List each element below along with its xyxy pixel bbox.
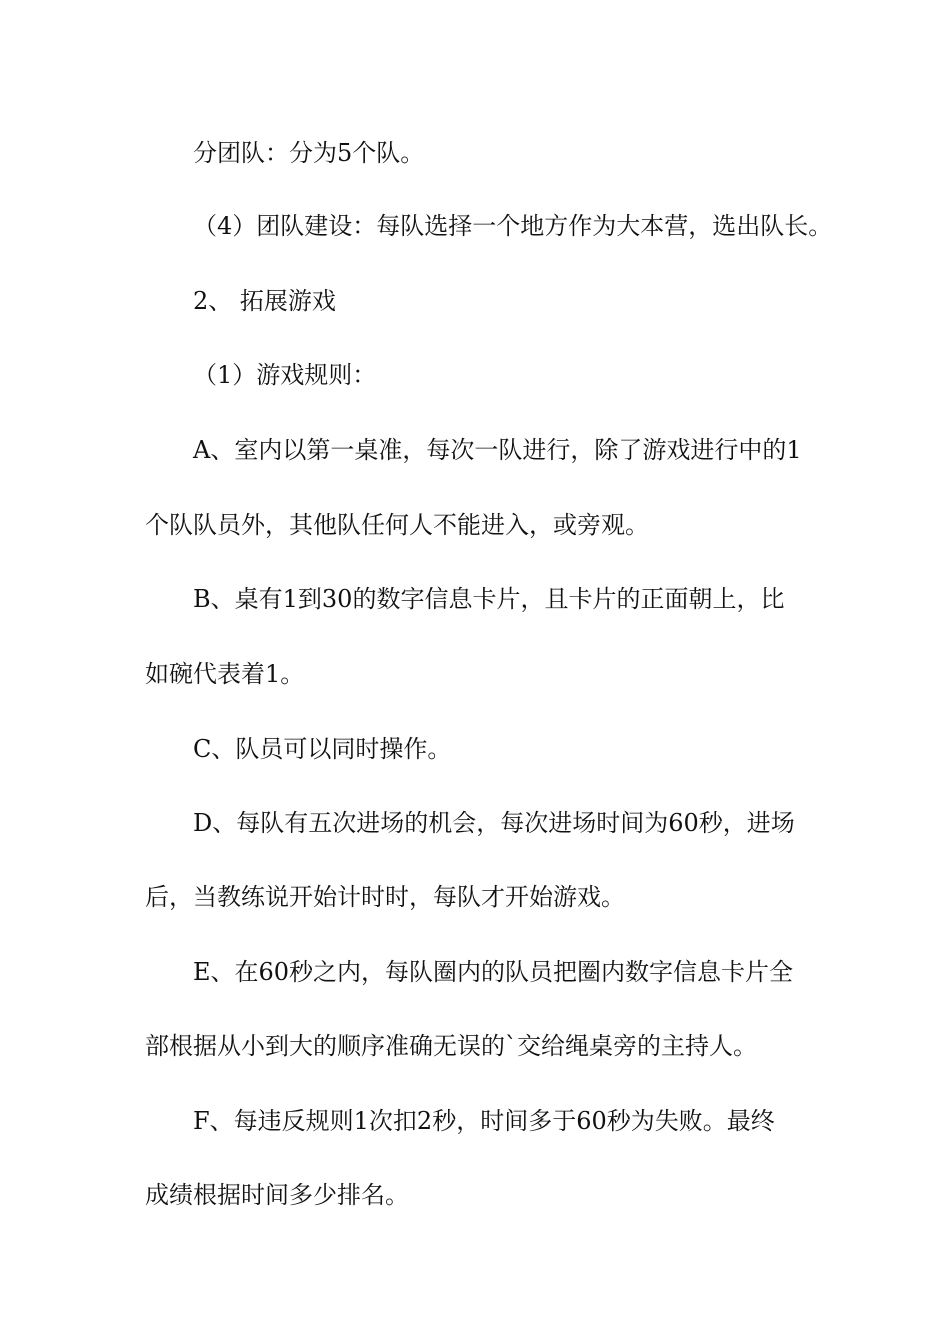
rule-c-line: C、队员可以同时操作。 [193, 735, 452, 763]
rule-f-line-2: 成绩根据时间多少排名。 [145, 1181, 409, 1209]
rule-b-line-2: 如碗代表着1。 [145, 660, 305, 688]
rule-a-line-2: 个队队员外，其他队任何人不能进入，或旁观。 [145, 511, 649, 539]
section-heading-expansion-game: 2、 拓展游戏 [193, 287, 336, 315]
rule-e-line-2: 部根据从小到大的顺序准确无误的`交给绳桌旁的主持人。 [145, 1032, 757, 1060]
subheading-game-rules: （1）游戏规则： [193, 361, 377, 389]
rule-d-line-1: D、每队有五次进场的机会，每次进场时间为60秒，进场 [193, 809, 795, 837]
text-line-team-building: （4）团队建设：每队选择一个地方作为大本营，选出队长。 [193, 212, 833, 240]
rule-f-line-1: F、每违反规则1次扣2秒，时间多于60秒为失败。最终 [193, 1107, 775, 1135]
rule-a-line-1: A、室内以第一桌准，每次一队进行，除了游戏进行中的1 [193, 436, 802, 464]
rule-b-line-1: B、桌有1到30的数字信息卡片，且卡片的正面朝上，比 [193, 585, 785, 613]
rule-d-line-2: 后，当教练说开始计时时，每队才开始游戏。 [145, 883, 625, 911]
rule-e-line-1: E、在60秒之内，每队圈内的队员把圈内数字信息卡片全 [193, 958, 794, 986]
text-line-team-division: 分团队：分为5个队。 [193, 139, 425, 167]
